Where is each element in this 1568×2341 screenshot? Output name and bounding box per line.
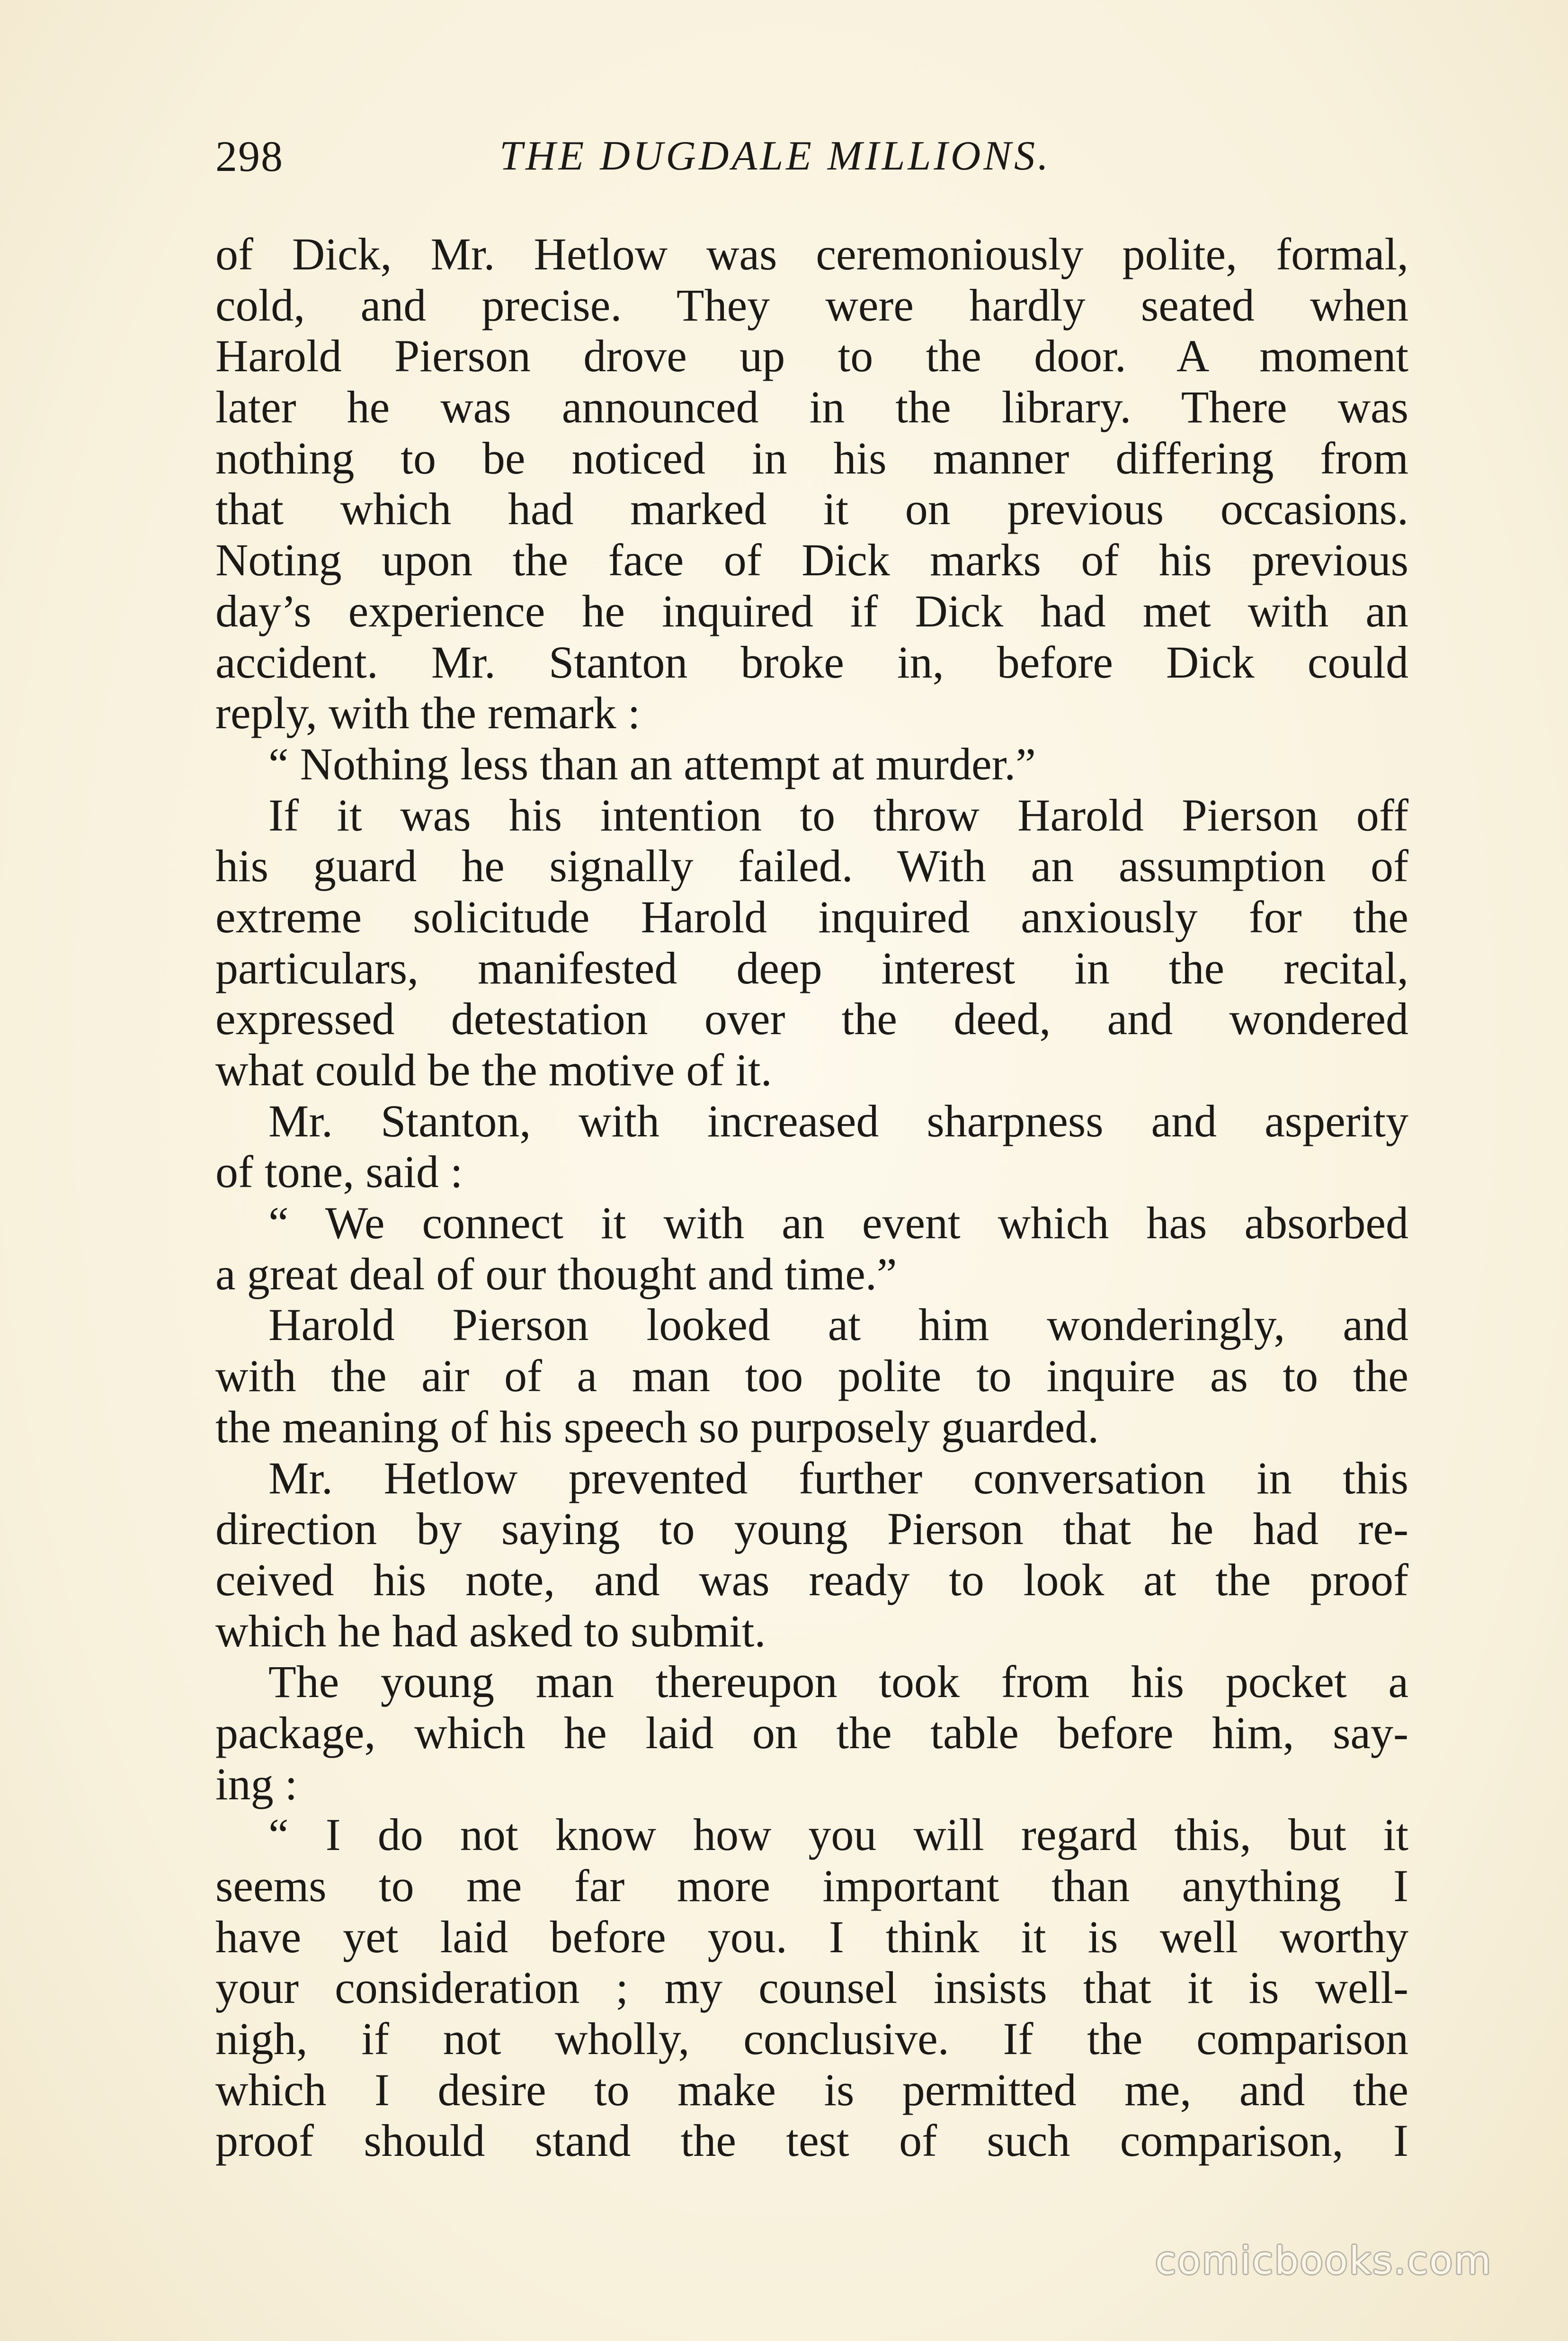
page-number: 298 bbox=[215, 132, 284, 180]
text-line: ceived his note, and was ready to look at the proof bbox=[215, 1554, 1408, 1605]
text-line: your consideration ; my counsel insists that it is well- bbox=[215, 1962, 1408, 2013]
text-line: ing : bbox=[215, 1758, 298, 1809]
text-line: with the air of a man too polite to inquire as to the bbox=[215, 1350, 1408, 1402]
text-line: of tone, said : bbox=[215, 1146, 463, 1197]
text-line: nothing to be noticed in his manner differing from bbox=[215, 432, 1408, 483]
text-line: his guard he signally failed. With an assumption of bbox=[215, 840, 1408, 892]
text-line: the meaning of his speech so purposely guarded. bbox=[215, 1401, 1099, 1452]
text-line: day’s experience he inquired if Dick had met with an bbox=[215, 585, 1408, 636]
text-line: of Dick, Mr. Hetlow was ceremoniously polite, formal, bbox=[215, 229, 1408, 279]
watermark: comicbooks.com bbox=[1155, 2239, 1493, 2283]
text-line: extreme solicitude Harold inquired anxiously for the bbox=[215, 891, 1408, 942]
text-line: The young man thereupon took from his pocket a bbox=[268, 1656, 1408, 1707]
text-line: “ Nothing less than an attempt at murder.” bbox=[268, 738, 1036, 789]
text-line: seems to me far more important than anything I bbox=[215, 1860, 1408, 1911]
text-line: proof should stand the test of such comparison, I bbox=[215, 2115, 1408, 2166]
running-title: THE DUGDALE MILLIONS. bbox=[499, 133, 1051, 179]
page-header bbox=[215, 125, 1408, 187]
text-line: what could be the motive of it. bbox=[215, 1045, 772, 1095]
text-line: Harold Pierson drove up to the door. A moment bbox=[215, 331, 1408, 382]
text-line: direction by saying to young Pierson that he had re- bbox=[215, 1503, 1408, 1555]
text-line: expressed detestation over the deed, and wondered bbox=[215, 993, 1408, 1045]
text-line: accident. Mr. Stanton broke in, before Dick could bbox=[215, 636, 1408, 688]
text-line: later he was announced in the library. There was bbox=[215, 382, 1408, 433]
text-line: Harold Pierson looked at him wonderingly, and bbox=[268, 1299, 1408, 1350]
text-line: “ We connect it with an event which has absorbed bbox=[268, 1197, 1408, 1249]
text-line: Mr. Hetlow prevented further conversation in this bbox=[268, 1452, 1408, 1503]
body-text bbox=[215, 229, 1408, 2166]
text-line: nigh, if not wholly, conclusive. If the comparison bbox=[215, 2013, 1408, 2064]
text-line: a great deal of our thought and time.” bbox=[215, 1248, 897, 1299]
text-line: “ I do not know how you will regard this, but it bbox=[268, 1809, 1408, 1860]
text-line: Noting upon the face of Dick marks of his previous bbox=[215, 535, 1408, 586]
text-line: that which had marked it on previous occasions. bbox=[215, 483, 1408, 535]
text-line: package, which he laid on the table before him, say- bbox=[215, 1707, 1408, 1758]
text-line: have yet laid before you. I think it is well worthy bbox=[215, 1911, 1408, 1962]
text-line: reply, with the remark : bbox=[215, 688, 641, 739]
text-line: cold, and precise. They were hardly seated when bbox=[215, 279, 1408, 331]
text-line: which he had asked to submit. bbox=[215, 1605, 766, 1656]
text-line: particulars, manifested deep interest in the recital, bbox=[215, 942, 1408, 993]
text-line: which I desire to make is permitted me, and the bbox=[215, 2064, 1408, 2115]
text-line: If it was his intention to throw Harold Pierson off bbox=[268, 789, 1408, 840]
text-line: Mr. Stanton, with increased sharpness and asperity bbox=[268, 1095, 1408, 1146]
